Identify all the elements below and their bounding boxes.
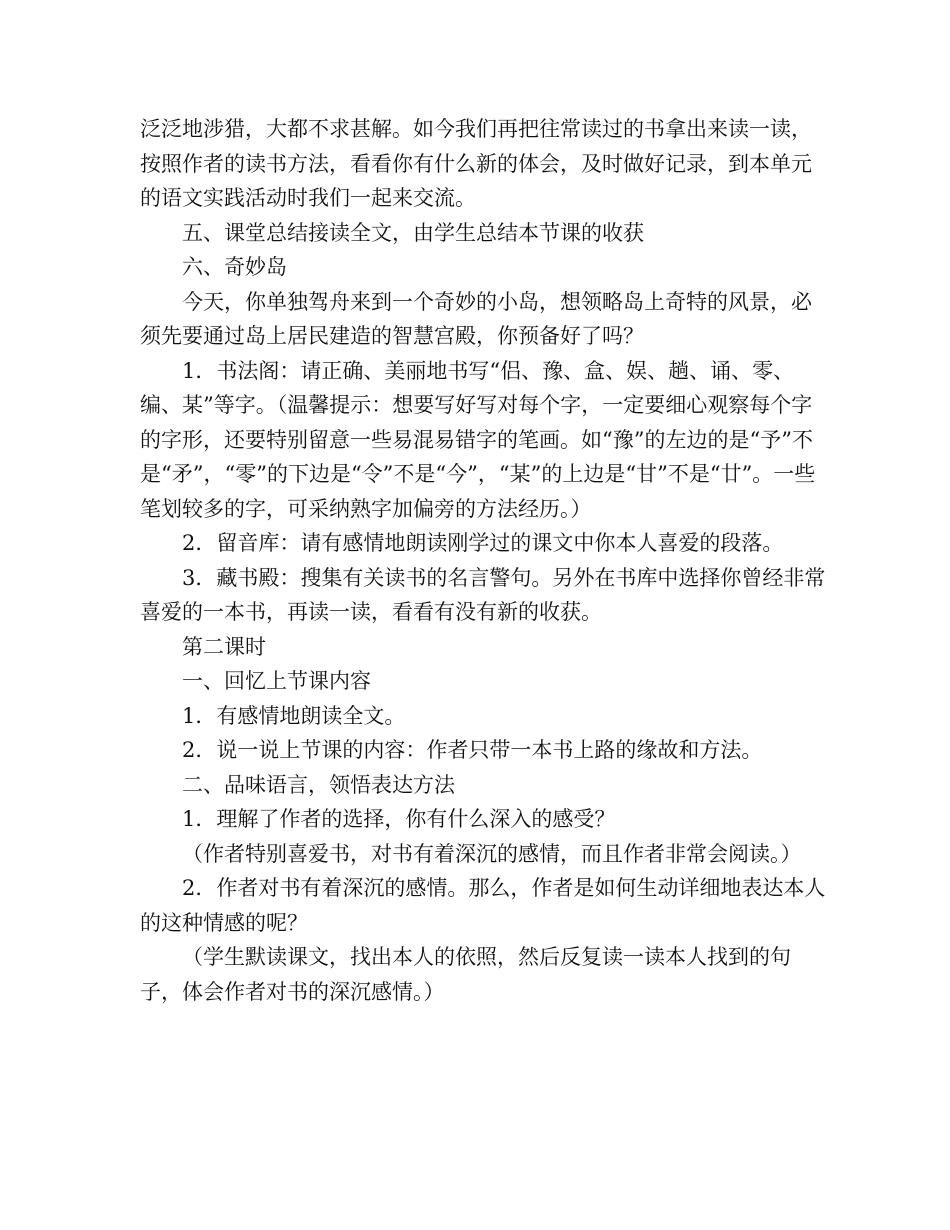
list-item: 2．说一说上节课的内容：作者只带一本书上路的缘故和方法。 <box>182 738 763 762</box>
list-item-calligraphy: 1．书法阁：请正确、美丽地书写“侣、豫、盒、娱、趟、诵、零、编、某”等字。（温馨提示：想要写好写对每个字，一定要细心观察每个字的字形，还要特别留意一些易混易错字的笔画。如“豫”的左边的是“予”不是“矛”，“零”的下边是“令”不是“今”，“某”的上边是“甘”不是“廿”。一些笔划较多的字，可采纳熟字加偏旁的方法经历。） <box>140 358 816 521</box>
document-body <box>140 112 830 1009</box>
list-item: 1．有感情地朗读全文。 <box>182 703 406 728</box>
section-heading-island: 六、奇妙岛 <box>182 255 287 279</box>
paragraph: 今天，你单独驾舟来到一个奇妙的小岛，想领略岛上奇特的风景，必须先要通过岛上居民建造的智慧宫殿，你预备好了吗？ <box>140 289 812 348</box>
annotation: （作者特别喜爱书，对书有着深沉的感情，而且作者非常会阅读。） <box>182 841 802 866</box>
list-item: 1．理解了作者的选择，你有什么深入的感受？ <box>182 807 616 831</box>
list-item: 2．作者对书有着深沉的感情。那么，作者是如何生动详细地表达本人的这种情感的呢？ <box>140 876 826 935</box>
list-item-library: 3．藏书殿：搜集有关读书的名言警句。另外在书库中选择你曾经非常喜爱的一本书，再读一读，看看有没有新的收获。 <box>140 565 826 624</box>
annotation: （学生默读课文，找出本人的依照，然后反复读一读本人找到的句子，体会作者对书的深沉感情。） <box>140 945 791 1004</box>
section-heading-summary: 五、课堂总结接读全文，由学生总结本节课的收获 <box>182 220 644 245</box>
paragraph: 泛泛地涉猎，大都不求甚解。如今我们再把往常读过的书拿出来读一读，按照作者的读书方法，看看你有什么新的体会，及时做好记录，到本单元的语文实践活动时我们一起来交流。 <box>140 117 812 210</box>
list-item-audio: 2．留音库：请有感情地朗读刚学过的课文中你本人喜爱的段落。 <box>182 531 784 555</box>
section-heading-review: 一、回忆上节课内容 <box>182 669 371 693</box>
section-heading-language: 二、品味语言，领悟表达方法 <box>182 772 455 797</box>
section-heading-lesson-two: 第二课时 <box>182 634 266 659</box>
